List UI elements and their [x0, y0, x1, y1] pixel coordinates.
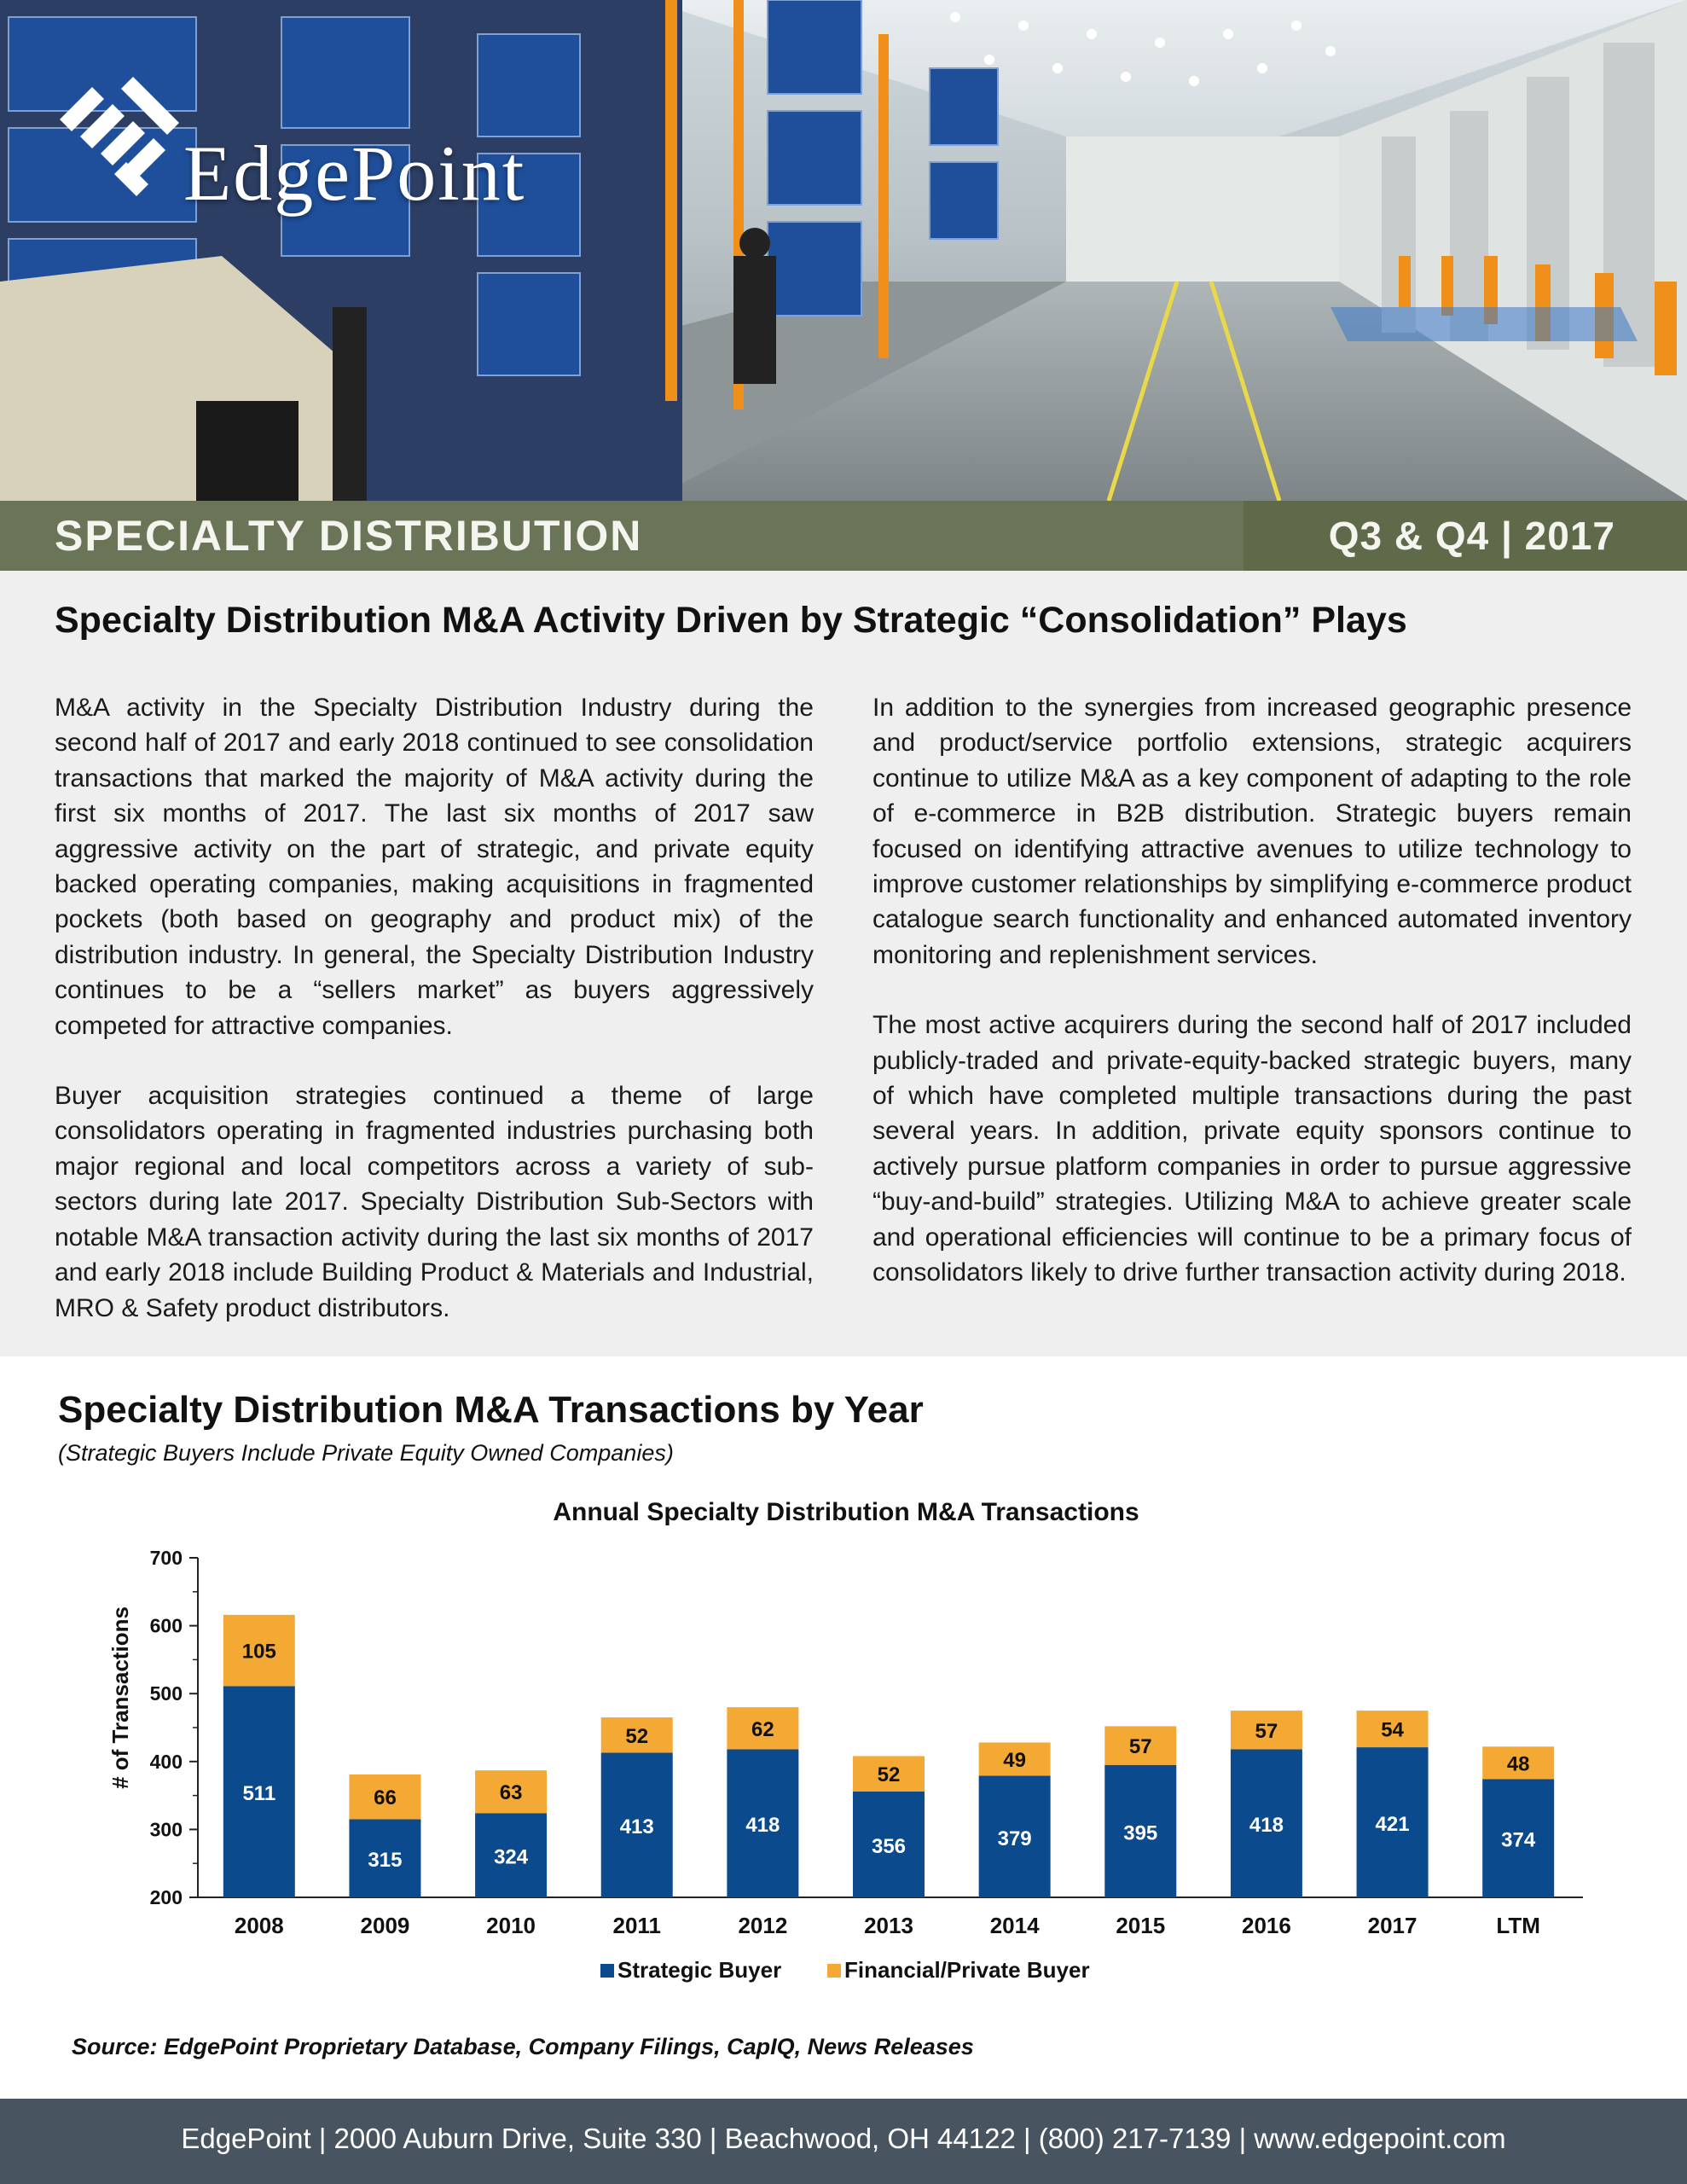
legend-label-financial: Financial/Private Buyer [844, 1957, 1090, 1983]
data-label-financial: 49 [1003, 1749, 1026, 1773]
legend-swatch-financial [827, 1964, 841, 1978]
data-label-financial: 63 [499, 1781, 523, 1805]
section-banner [0, 501, 1687, 571]
data-label-financial: 66 [374, 1786, 397, 1810]
x-tick-label: 2011 [612, 1913, 661, 1938]
data-label-strategic: 418 [745, 1814, 780, 1838]
chart-section-heading: Specialty Distribution M&A Transactions by Year [58, 1389, 924, 1431]
article-headline: Specialty Distribution M&A Activity Driven by Strategic “Consolidation” Plays [55, 600, 1407, 641]
source-note: Source: EdgePoint Proprietary Database, Company Filings, CapIQ, News Releases [72, 2034, 974, 2059]
y-axis-label: # of Transactions [107, 1606, 133, 1789]
data-label-financial: 52 [625, 1724, 649, 1748]
legend-swatch-strategic [600, 1964, 614, 1978]
data-label-strategic: 511 [242, 1782, 276, 1806]
data-label-strategic: 374 [1501, 1828, 1536, 1852]
y-tick-label: 300 [149, 1818, 183, 1841]
right-column [872, 690, 1632, 1326]
stacked-bar-chart [0, 1356, 1687, 2039]
x-tick-label: 2017 [1367, 1913, 1417, 1938]
data-label-strategic: 356 [871, 1834, 907, 1858]
data-label-strategic: 324 [494, 1845, 529, 1869]
logo-mark-icon [51, 77, 196, 222]
data-label-financial: 57 [1128, 1735, 1152, 1759]
banner-period: Q3 & Q4 | 2017 [1328, 514, 1615, 558]
paragraph: Buyer acquisition strategies continued a theme of large consolidators operating in fragmented industries purchasing both major regional and local competitors across a variety of sub-sectors during late 2017. Specialty Distribution Sub-Sectors with notable M&A transaction activity during the last six months of 2017 and early 2018 include Building Product & Materials and Industrial, MRO & Safety product distributors. [55, 1082, 814, 1322]
footer-contact: EdgePoint | 2000 Auburn Drive, Suite 330 | Beachwood, OH 44122 | (800) 217-7139 | www.edgepoint.com [181, 2123, 1506, 2154]
data-label-financial: 52 [877, 1763, 901, 1787]
paragraph: M&A activity in the Specialty Distribution Industry during the second half of 2017 and early 2018 continued to see consolidation transactions that marked the majority of M&A activity during the first six months of 2017. The last six months of 2017 saw aggressive activity on the part of strategic, and private equity backed operating companies, making acquisitions in fragmented pockets (both based on geography and product mix) of the distribution industry. In general, the Specialty Distribution Industry continues to be a “sellers market” as buyers aggressively competed for attractive companies. [55, 694, 814, 1040]
data-label-strategic: 315 [368, 1849, 403, 1873]
data-label-strategic: 413 [619, 1815, 654, 1839]
data-label-financial: 54 [1381, 1718, 1404, 1742]
x-tick-label: 2010 [486, 1913, 536, 1938]
banner-title: SPECIALTY DISTRIBUTION [55, 512, 643, 560]
x-tick-label: 2008 [234, 1913, 284, 1938]
x-tick-label: 2016 [1241, 1913, 1291, 1938]
logo-text: EdgePoint [183, 130, 526, 217]
y-tick-label: 400 [149, 1750, 183, 1773]
footer [0, 2099, 1687, 2184]
data-label-financial: 105 [241, 1640, 276, 1664]
data-label-financial: 57 [1255, 1719, 1278, 1743]
y-tick-label: 200 [149, 1886, 183, 1908]
y-tick-label: 500 [149, 1682, 183, 1705]
warehouse-photo [0, 0, 1687, 501]
chart-section [0, 1356, 1687, 2099]
data-label-strategic: 379 [997, 1827, 1032, 1850]
paragraph: The most active acquirers during the second half of 2017 included publicly-traded and private-equity-backed strategic buyers, many of which have completed multiple transactions during the past several years. In addition, private equity sponsors continue to actively pursue platform companies in order to pursue aggressive “buy-and-build” strategies. Utilizing M&A to achieve greater scale and operational efficiencies will continue to be a primary focus of consolidators likely to drive further transaction activity during 2018. [872, 1011, 1632, 1287]
edgepoint-logo [51, 77, 665, 222]
x-tick-label: LTM [1496, 1913, 1540, 1938]
article-section [0, 571, 1687, 1356]
x-tick-label: 2013 [864, 1913, 913, 1938]
data-label-financial: 62 [751, 1717, 774, 1741]
y-tick-label: 700 [149, 1547, 183, 1569]
x-tick-label: 2014 [989, 1913, 1040, 1938]
paragraph: In addition to the synergies from increased geographic presence and product/service portfolio extensions, strategic acquirers continue to utilize M&A as a key component of adapting to the role of e-commerce in B2B distribution. Strategic buyers remain focused on identifying attractive avenues to utilize technology to improve customer relationships by simplifying e-commerce product catalogue search functionality and enhanced automated inventory monitoring and replenishment services. [872, 694, 1632, 969]
hero-image [0, 0, 1687, 501]
y-tick-label: 600 [149, 1614, 183, 1637]
chart-title: Annual Specialty Distribution M&A Transactions [553, 1498, 1139, 1526]
legend-label-strategic: Strategic Buyer [617, 1957, 782, 1983]
x-tick-label: 2015 [1116, 1913, 1166, 1938]
data-label-financial: 48 [1506, 1752, 1530, 1776]
left-column [55, 690, 814, 1361]
x-tick-label: 2009 [360, 1913, 410, 1938]
x-tick-label: 2012 [738, 1913, 788, 1938]
data-label-strategic: 421 [1375, 1813, 1410, 1837]
chart-section-subheading: (Strategic Buyers Include Private Equity Owned Companies) [58, 1440, 674, 1466]
data-label-strategic: 395 [1123, 1821, 1158, 1845]
data-label-strategic: 418 [1249, 1814, 1284, 1838]
